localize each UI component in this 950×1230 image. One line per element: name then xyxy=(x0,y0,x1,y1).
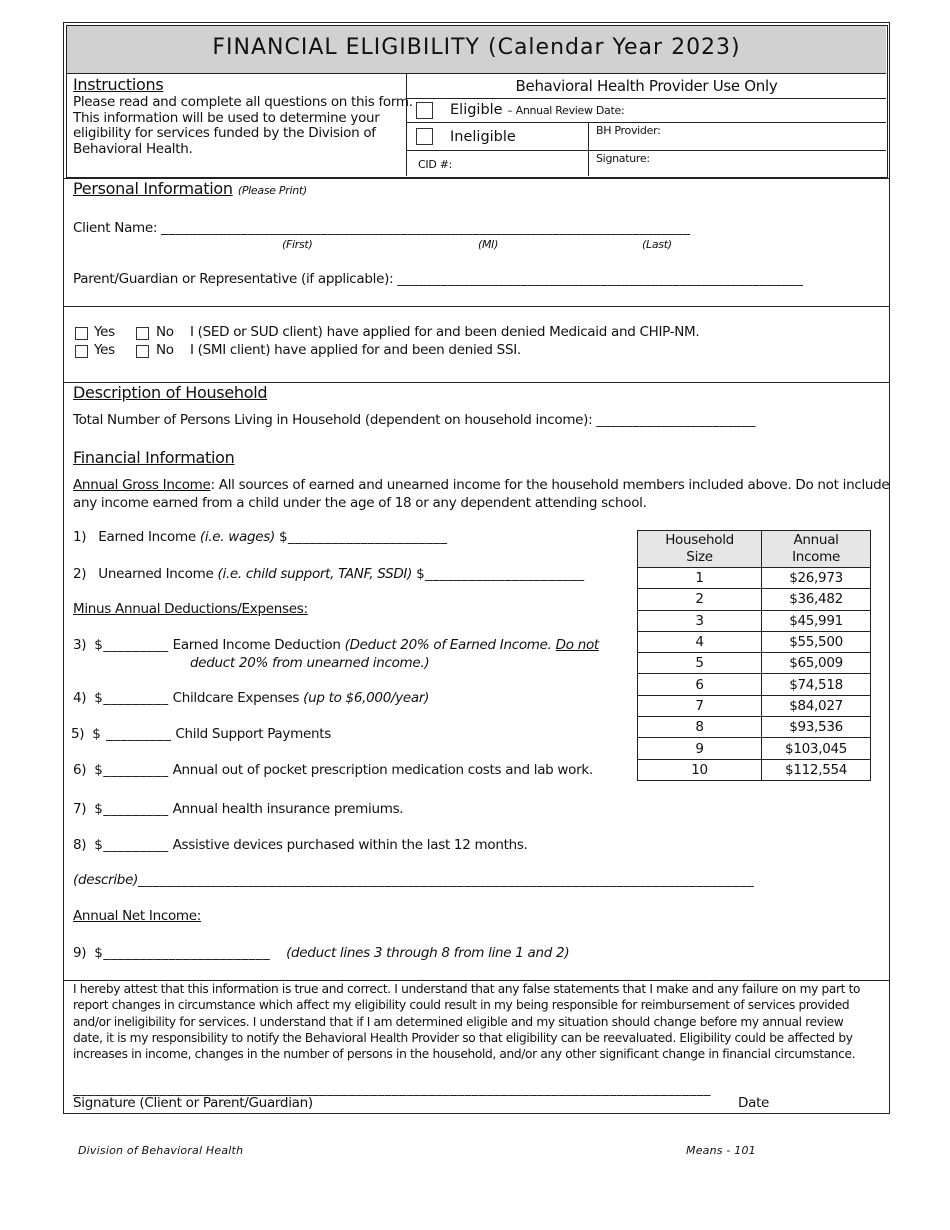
minus-deductions-heading: Minus Annual Deductions/Expenses: xyxy=(73,601,308,617)
form-title: FINANCIAL ELIGIBILITY (Calendar Year 2023) xyxy=(212,35,741,60)
line-label: Annual health insurance premiums. xyxy=(172,801,404,817)
annual-income-cell: $112,554 xyxy=(762,759,871,780)
medicaid-statement: I (SED or SUD client) have applied for and been denied Medicaid and CHIP-NM. xyxy=(190,324,700,340)
unearned-income-blank[interactable]: $______________________ xyxy=(416,566,585,582)
divider xyxy=(407,122,886,123)
medicaid-no-checkbox[interactable] xyxy=(136,327,149,340)
annual-income-cell: $55,500 xyxy=(762,631,871,652)
line-label: Child Support Payments xyxy=(175,726,331,742)
footer-division: Division of Behavioral Health xyxy=(78,1144,244,1157)
instructions-line: eligibility for services funded by the Division of xyxy=(73,125,376,141)
last-label: (Last) xyxy=(642,238,672,251)
line-hint: (i.e. child support, TANF, SSDI) xyxy=(217,566,413,582)
describe-label: (describe) xyxy=(73,872,139,888)
annual-income-cell: $36,482 xyxy=(762,589,871,610)
no-label: No xyxy=(156,342,174,358)
ssi-yes-checkbox[interactable] xyxy=(75,345,88,358)
medicaid-yes-checkbox[interactable] xyxy=(75,327,88,340)
earned-deduction-blank[interactable]: $_________ xyxy=(94,637,169,653)
describe-blank[interactable]: _____________________________________________________________________________________ xyxy=(138,872,755,888)
line-5[interactable] xyxy=(71,726,331,742)
line-hint-underlined: Do not xyxy=(555,637,599,653)
header-household-size: Household Size xyxy=(638,531,762,568)
line-number: 4) xyxy=(73,690,87,706)
instructions-heading: Instructions xyxy=(73,75,164,94)
line-hint: (i.e. wages) xyxy=(199,529,275,545)
persons-field[interactable] xyxy=(73,412,756,428)
signature-client-label: Signature (Client or Parent/Guardian) xyxy=(73,1095,313,1111)
no-label: No xyxy=(156,324,174,340)
mi-label: (MI) xyxy=(478,238,499,251)
table-row xyxy=(638,653,871,674)
line-number: 6) xyxy=(73,762,87,778)
divider xyxy=(407,150,886,151)
line-7[interactable] xyxy=(73,801,403,817)
line-label: Childcare Expenses xyxy=(172,690,300,706)
ssi-statement: I (SMI client) have applied for and been denied SSI. xyxy=(190,342,521,358)
ineligible-label: Ineligible xyxy=(450,129,516,145)
table-row xyxy=(638,674,871,695)
divider xyxy=(407,98,886,99)
eligible-checkbox[interactable] xyxy=(416,102,433,119)
line-number: 1) xyxy=(73,529,87,545)
line-2[interactable] xyxy=(73,566,585,582)
date-label: Date xyxy=(738,1095,770,1111)
annual-income-cell: $45,991 xyxy=(762,610,871,631)
insurance-blank[interactable]: $_________ xyxy=(94,801,169,817)
attestation-text: I hereby attest that this information is true and correct. I understand that any false statements that I make and any failure on my part to report changes in circumstance which affect my eligibility could result in my being responsible for reimbursement of services provided and/or ineligibility for services. I understand that if I am determined eligible and my situation should change before my annual review date, it is my responsibility to notify the Behavioral Health Provider so that eligibility can be reevaluated. Eligibility could be affected by increases in income, changes in the number of persons in the household, and/or any other significant change in financial circumstance. xyxy=(73,982,861,1062)
table-row xyxy=(638,589,871,610)
line-1[interactable] xyxy=(73,529,448,545)
annual-income-cell: $74,518 xyxy=(762,674,871,695)
line-6[interactable] xyxy=(73,762,593,778)
line-number: 8) xyxy=(73,837,87,853)
line-hint: (Deduct 20% of Earned Income. xyxy=(344,637,552,653)
provider-heading: Behavioral Health Provider Use Only xyxy=(515,77,778,95)
line-8[interactable] xyxy=(73,837,528,853)
yes-label: Yes xyxy=(94,342,115,358)
annual-income-cell: $65,009 xyxy=(762,653,871,674)
gross-income-desc: any income earned from a child under the age of 18 or any dependent attending school. xyxy=(73,495,647,511)
instructions-line: Please read and complete all questions on this form. xyxy=(73,94,413,110)
guardian-label: Parent/Guardian or Representative (if applicable): xyxy=(73,271,394,287)
household-size-cell: 3 xyxy=(638,610,762,631)
annual-review-date-label: – Annual Review Date: xyxy=(507,104,625,117)
prescription-blank[interactable]: $_________ xyxy=(94,762,169,778)
line-label: Earned Income Deduction xyxy=(172,637,341,653)
table-row xyxy=(638,631,871,652)
eligible-label xyxy=(450,102,624,118)
line-number: 3) xyxy=(73,637,87,653)
persons-label: Total Number of Persons Living in Household (dependent on household income): xyxy=(73,412,593,428)
line-4[interactable] xyxy=(73,690,429,706)
household-size-cell: 4 xyxy=(638,631,762,652)
line-label: Unearned Income xyxy=(98,566,214,582)
yes-label: Yes xyxy=(94,324,115,340)
describe-field[interactable] xyxy=(73,872,754,888)
household-heading: Description of Household xyxy=(73,383,268,402)
ssi-no-checkbox[interactable] xyxy=(136,345,149,358)
line-label: Assistive devices purchased within the last 12 months. xyxy=(172,837,528,853)
minus-label: Minus Annual Deductions/Expenses xyxy=(73,601,304,617)
table-row xyxy=(638,610,871,631)
annual-income-cell: $93,536 xyxy=(762,717,871,738)
bh-provider-label: BH Provider: xyxy=(596,124,661,137)
table-row xyxy=(638,717,871,738)
household-size-cell: 7 xyxy=(638,695,762,716)
footer-form-number: Means - 101 xyxy=(686,1144,756,1157)
assistive-devices-blank[interactable]: $_________ xyxy=(94,837,169,853)
table-row xyxy=(638,695,871,716)
table-header-row xyxy=(638,531,871,568)
table-row xyxy=(638,738,871,759)
client-name-blank[interactable]: _________________________________________________________________________ xyxy=(161,220,691,236)
earned-income-blank[interactable]: $______________________ xyxy=(278,529,448,545)
eligible-text: Eligible xyxy=(450,102,503,118)
net-income-blank[interactable]: $_______________________ xyxy=(94,945,271,961)
income-limit-table xyxy=(637,530,871,781)
line-9[interactable] xyxy=(73,945,569,961)
personal-info-heading xyxy=(73,179,307,198)
divider xyxy=(63,306,889,307)
household-size-cell: 10 xyxy=(638,759,762,780)
line-label: Annual out of pocket prescription medication costs and lab work. xyxy=(172,762,593,778)
header-annual-income: Annual Income xyxy=(762,531,871,568)
childcare-blank[interactable]: $_________ xyxy=(94,690,169,706)
client-name-label: Client Name: xyxy=(73,220,158,236)
personal-heading-text: Personal Information xyxy=(73,179,233,198)
instructions-line: Behavioral Health. xyxy=(73,140,193,157)
annual-income-cell: $84,027 xyxy=(762,695,871,716)
divider xyxy=(588,122,589,176)
please-print-note: (Please Print) xyxy=(237,184,307,197)
household-size-cell: 1 xyxy=(638,568,762,589)
net-income-heading: Annual Net Income: xyxy=(73,908,202,924)
annual-income-cell: $26,973 xyxy=(762,568,871,589)
annual-income-cell: $103,045 xyxy=(762,738,871,759)
line-3[interactable] xyxy=(73,637,599,653)
gross-income-desc: : All sources of earned and unearned income for the household members included above. Do not include xyxy=(210,477,890,493)
household-size-cell: 2 xyxy=(638,589,762,610)
ineligible-checkbox[interactable] xyxy=(416,128,433,145)
client-name-field[interactable] xyxy=(73,220,690,236)
line-3-hint-cont: deduct 20% from unearned income.) xyxy=(190,655,430,671)
guardian-blank[interactable]: ________________________________________________________ xyxy=(397,271,804,287)
gross-income-text xyxy=(73,476,889,512)
household-size-cell: 9 xyxy=(638,738,762,759)
instructions-line: This information will be used to determine your xyxy=(73,109,380,126)
persons-blank[interactable]: ______________________ xyxy=(596,412,756,428)
gross-income-label: Annual Gross Income xyxy=(73,477,211,493)
guardian-field[interactable] xyxy=(73,271,803,287)
signature-label: Signature: xyxy=(596,152,650,165)
first-label: (First) xyxy=(282,238,313,251)
household-size-cell: 5 xyxy=(638,653,762,674)
financial-heading: Financial Information xyxy=(73,448,235,467)
line-number: 9) xyxy=(73,945,87,961)
table-row xyxy=(638,568,871,589)
line-hint: (deduct lines 3 through 8 from line 1 and 2) xyxy=(286,945,570,961)
signature-blank[interactable]: ________________________________________________________________________________________ xyxy=(73,1081,711,1097)
line-number: 2) xyxy=(73,566,87,582)
household-size-cell: 8 xyxy=(638,717,762,738)
instructions-text xyxy=(73,95,413,157)
line-hint: (up to $6,000/year) xyxy=(303,690,430,706)
line-label: Earned Income xyxy=(98,529,196,545)
table-row xyxy=(638,759,871,780)
line-number: 7) xyxy=(73,801,87,817)
child-support-blank[interactable]: $ _________ xyxy=(92,726,172,742)
cid-label: CID #: xyxy=(418,158,453,171)
household-size-cell: 6 xyxy=(638,674,762,695)
line-number: 5) xyxy=(71,726,85,742)
